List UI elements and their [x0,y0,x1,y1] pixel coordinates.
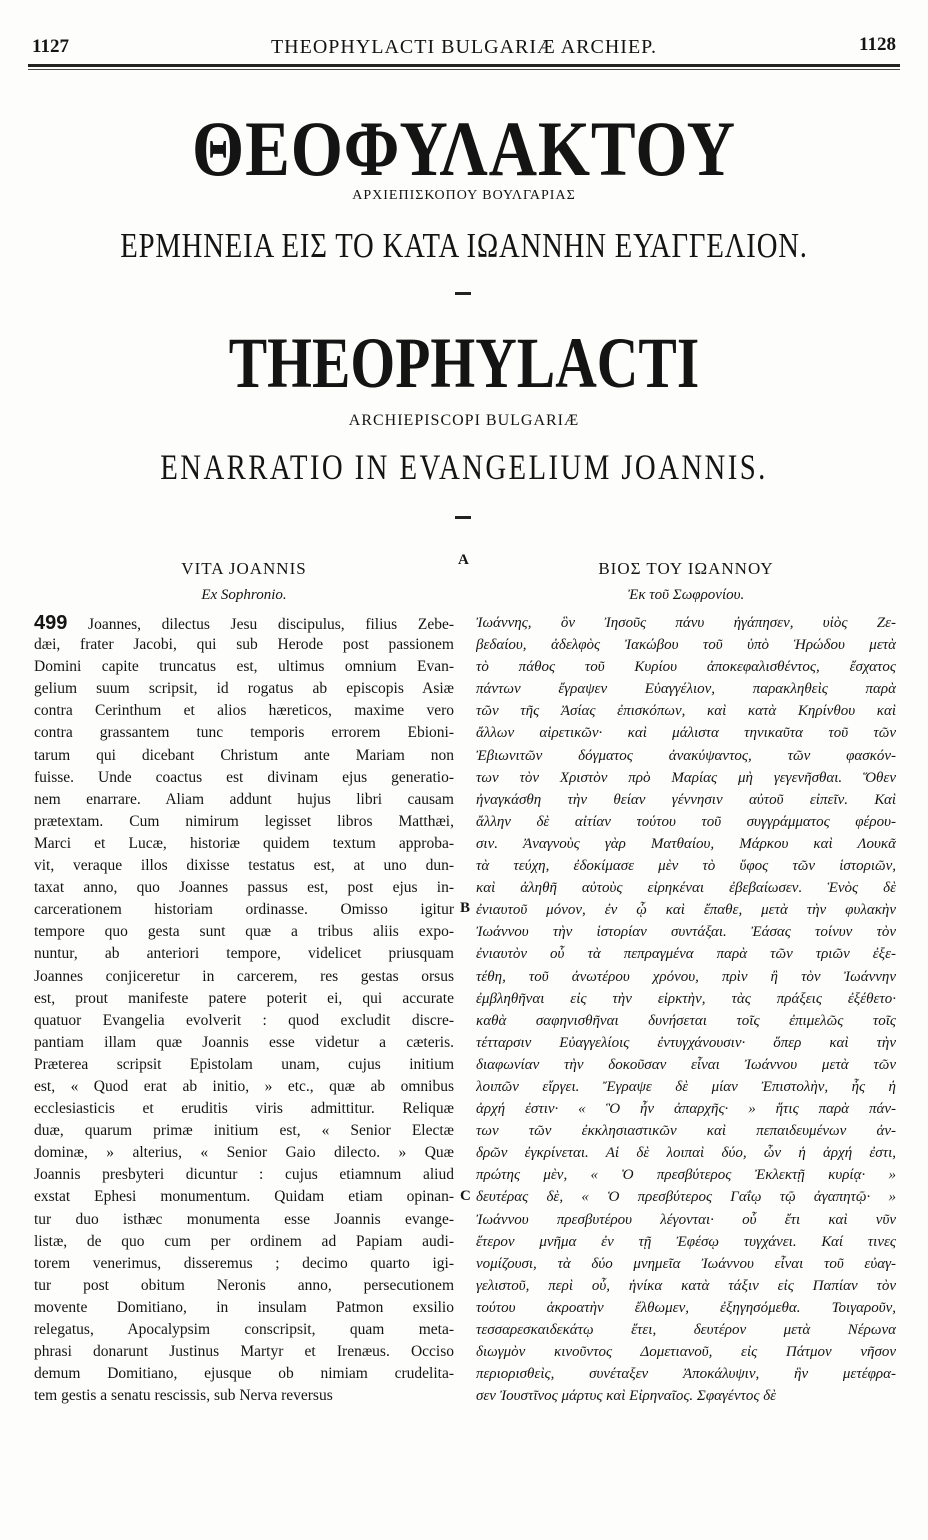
running-header [28,28,900,64]
text-line: pantiam illam quæ Joannis esse videtur a cæteris. [34,1033,454,1051]
header-rule [28,64,900,67]
text-line: ἐνιαυτὸν οὗ τὰ πεπραγμένα παρὰ τῶν τριῶν ἐξε- [476,946,896,963]
title-divider [455,292,471,295]
text-line: δευτέρας δὲ, « Ὁ πρεσβύτερος Γαΐῳ τῷ ἀγαπητῷ· » [476,1189,896,1206]
greek-column-source: Ἐκ τοῦ Σωφρονίου. [627,587,745,603]
text-line: τεσσαρεσκαιδεκάτῳ ἔτει, δευτέρον μετὰ Νέρωνα [476,1322,896,1338]
text-line: prætextam. Cum nimirum legisset libros Matthæi, [34,812,454,830]
text-line: nuntur, ab anteriori tempore, videlicet priusquam [34,945,454,963]
latin-column [34,556,454,1407]
greek-author-subtitle: ΑΡΧΙΕΠΙΣΚΟΠΟΥ ΒΟΥΛΓΑΡΙΑΣ [352,188,576,203]
column-number: 499 [34,612,68,634]
text-line: Ἰωάννης, ὃν Ἰησοῦς πάνυ ἠγάπησεν, υἱὸς Ζε- [476,615,896,631]
text-line: contra Cerinthum et alios hæreticos, maxime vero [34,702,454,720]
text-line: tur post obitum Neronis anno, persecutionem [34,1276,454,1294]
text-line: ἄλλην δὲ αἰτίαν τούτου τοῦ συγγράμματος φέρου- [476,813,896,830]
text-line: τὰ τεύχη, ἐδοκίμασε μὲν τὸ ὕφος τῶν ἱστοριῶν, [476,858,896,875]
text-line: πάντων ἔγραψεν Εὐαγγέλιον, παρακληθεὶς παρὰ [476,681,896,698]
text-line: Domini capite truncatus est, ultimus omnium Evan- [34,658,454,676]
latin-author-title: THEOPHYLACTI [228,323,700,403]
text-line: est, prout manifeste patere poterit ei, qui accurate [34,989,454,1007]
text-line: phrasi donarunt Justinus Martyr et Irenæus. Occiso [34,1343,454,1361]
text-line: vit, veraque illos dixisse testatus est, at uno dun- [34,857,454,875]
text-line: των τῶν ἐκκλησιαστικῶν καὶ πεπαιδευμένων ἀν- [476,1123,896,1140]
text-line: νομίζουσι, τὰ δύο μνημεῖα Ἰωάννου εἶναι τοῦ εὐαγ- [476,1255,896,1272]
text-line: γελιστοῦ, περὶ οὗ, ἡνίκα κατὰ τάξιν εἰς Παπίαν τὸν [476,1277,896,1294]
text-line: σιν. Ἀναγνοὺς γὰρ Ματθαίου, Μάρκου καὶ Λουκᾶ [476,835,896,852]
text-line: est, « Quod erat ab initio, » etc., quæ ab omnibus [34,1077,454,1095]
text-line: Joannis presbyteri dicuntur : cujus etiamnum aliud [34,1166,454,1184]
text-line: βεδαίου, ἀδελφὸς Ἰακώβου τοῦ ὑπὸ Ἡρώδου μετὰ [476,637,896,654]
latin-work-title: ENARRATIO IN EVANGELIUM JOANNIS. [160,447,768,487]
text-line: ἐνιαυτοῦ μόνον, ἐν ᾧ καὶ ἔπαθε, μετὰ τὴν φυλακὴν [476,902,896,919]
text-line: τέθη, τοῦ ἀνωτέρου χρόνου, πρὶν ἢ τὸν Ἰωάννην [476,968,896,985]
greek-column [476,556,896,1407]
text-line: τούτου ἀκροατὴν ἔλθωμεν, ἐξηγησόμεθα. Τοιγαροῦν, [476,1299,896,1316]
margin-marker-b: B [460,900,471,916]
text-line: ἠναγκάσθη τὴν θείαν γέννησιν αὐτοῦ εἰπεῖν. Καὶ [476,791,896,808]
header-rule-thin [28,69,900,70]
text-line: ἐμβληθῆναι εἰς τὴν εἱρκτὴν, τὰς πράξεις ἐξέθετο· [476,990,896,1007]
text-line: carcerationem historiam ordinasse. Omisso igitur [34,901,454,919]
margin-marker-a: A [458,552,469,568]
text-line: demum Domitiano, ejusque ob nimiam crudelita- [34,1365,454,1383]
page-number-right: 1128 [859,34,896,55]
greek-column-heading: ΒΙΟΣ ΤΟΥ ΙΩΑΝΝΟΥ [598,559,774,578]
text-line: tur duo isthæc monumenta esse Joannis evange- [34,1210,454,1228]
text-line: τέτταρσιν Εὐαγγελίοις ἐντυγχάνουσιν· ὅπερ καὶ τὴν [476,1034,896,1051]
text-line: listæ, de quo cum per ordinem ad Papiam audi- [34,1232,454,1250]
text-line: gelium suum scripsit, id rogatus ab episcopis Asiæ [34,680,454,698]
text-line: torem venerimus, disseremus ; decimo quarto igi- [34,1254,454,1272]
latin-column-heading: VITA JOANNIS [181,559,307,578]
text-line: fuisse. Unde coactus est divinam ejus generatio- [34,768,454,786]
text-line: Ἐβιωνιτῶν δόγματος ἀνακύψαντος, τῶν φασκόν- [476,747,896,764]
text-line: περιορισθεὶς, συνέταξεν Ἀποκάλυψιν, ἣν μετέφρα- [476,1366,896,1383]
latin-column-source: Ex Sophronio. [201,587,287,603]
greek-author-title: ΘΕΟΦΥΛΑΚΤΟΥ [192,105,736,192]
text-line: ecclesiasticis et eruditis viris admittitur. Reliquæ [34,1100,454,1118]
text-line: καθὰ σαφηνισθῆναι δυνήσεται τοῖς ἐπιμελῶς τοῖς [476,1012,896,1029]
margin-marker-c: C [460,1188,471,1204]
text-line: tem gestis a senatu rescissis, sub Nerva reversus [34,1387,333,1405]
text-line: relegatus, Apocalypsim conscripsit, quam meta- [34,1321,454,1338]
text-line: Ἰωάννου πρεσβυτέρου λέγονται· οὗ ἔτι καὶ νῦν [476,1211,896,1228]
text-line: τῶν τῆς Ἀσίας ἐπισκόπων, καὶ κατὰ Κηρίνθου καὶ [476,703,896,720]
text-line: δρῶν ἐγκρίνεται. Αἱ δὲ λοιπαὶ δύο, ὧν ἡ ἀρχή ἐστι, [476,1145,896,1162]
text-line: Præterea scripsit Epistolam unam, cujus initium [34,1055,454,1073]
text-line: exstat Ephesi monumentum. Quidam etiam opinan- [34,1188,454,1206]
text-line: tarum qui dicebant Christum ante Mariam non [34,746,454,764]
latin-text [34,612,454,1407]
text-line [34,612,454,634]
greek-text [476,612,896,1407]
section-divider [455,516,471,519]
text-line: ἕτερον μνῆμα ἐν τῇ Ἐφέσῳ τυγχάνει. Καί τινες [476,1233,896,1250]
text-line: quatuor Evangelia evolverit : quod excludit discre- [34,1011,454,1029]
text-line: Ἰωάννου τὴν ἱστορίαν συντάξαι. Ἐάσας τοίνυν τὸν [476,924,896,941]
text-line: taxat anno, quo Joannes passus est, post ejus in- [34,879,454,897]
text-line: σεν Ἰουστῖνος μάρτυς καὶ Εἰρηναῖος. Σφαγέντος δὲ [476,1388,777,1405]
page-number-left: 1127 [32,36,69,57]
text-line: των τὸν Χριστὸν πρὸ Μαρίας μὴ γεγενῆσθαι. Ὅθεν [476,769,896,786]
first-line-text: Joannes, dilectus Jesu discipulus, filius Zebe- [88,616,454,633]
text-line: διωγμὸν κινοῦντος Δομετιανοῦ, εἰς Πάτμον νῆσον [476,1344,896,1361]
text-line: nem enarrare. Aliam addunt hujus libri causam [34,790,454,808]
text-line: ἀρχή ἐστιν· « Ὃ ἦν ἀπαρχῆς· » ἥτις παρὰ πάν- [476,1101,896,1118]
text-line: πρώτης μὲν, « Ὁ πρεσβύτερος Ἐκλεκτῇ κυρίᾳ· » [476,1167,896,1184]
text-line: διαφωνίαν τὴν δοκοῦσαν εἶναι Ἰωάννου μετὰ τῶν [476,1056,896,1073]
text-line: λοιπῶν εἴργει. Ἔγραψε δὲ μίαν Ἐπιστολὴν, ἧς ἡ [476,1078,896,1095]
running-title: THEOPHYLACTI BULGARIÆ ARCHIEP. [270,36,658,58]
text-line: dominæ, » alterius, « Senior Gaio dilecto. » Quæ [34,1144,454,1162]
text-line: Marci et Lucæ, historiæ quidem textum approba- [34,834,454,852]
text-line: καὶ ἀληθῆ αὐτοὺς εἰρηκέναι ἐβεβαίωσεν. Ἑνὸς δὲ [476,880,896,897]
text-line: τὸ πάθος τοῦ Κυρίου ἀποκεφαλισθέντος, ἔσχατος [476,659,896,676]
text-line: Joannes conjiceretur in carcerem, res gestas orsus [34,967,454,985]
text-line: movente Domitiano, in insulam Patmon exsilio [34,1298,454,1316]
text-line: contra grassantem tunc temporis errorem Ebioni- [34,724,454,742]
greek-work-title: ΕΡΜΗΝΕΙΑ ΕΙΣ ΤΟ ΚΑΤΑ ΙΩΑΝΝΗΝ ΕΥΑΓΓΕΛΙΟΝ. [120,226,808,265]
text-line: tempore quo gesta sunt quæ a tribus aliis expo- [34,923,454,941]
text-line: ἄλλων αἱρετικῶν· καὶ μάλιστα τηνικαῦτα τοῦ τῶν [476,725,896,742]
latin-author-subtitle: ARCHIEPISCOPI BULGARIÆ [348,412,580,429]
text-line: duæ, quarum primæ initium est, « Senior Electæ [34,1122,454,1140]
text-line: dæi, frater Jacobi, qui sub Herode post passionem [34,636,454,654]
